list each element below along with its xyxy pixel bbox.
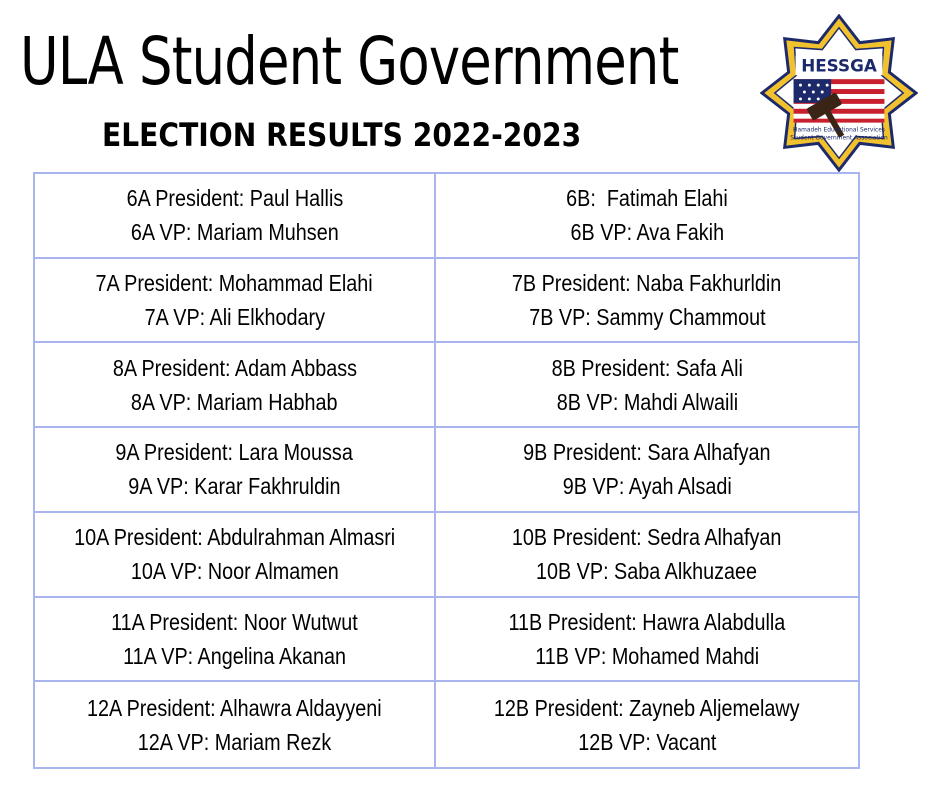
cell-line-president: 9B President: Sara Alhafyan — [523, 439, 771, 466]
result-cell-11a — [35, 598, 436, 683]
cell-line-president: 6A President: Paul Hallis — [126, 185, 343, 212]
result-cell-8a — [35, 343, 436, 428]
cell-line-president: 8A President: Adam Abbass — [112, 354, 357, 381]
result-cell-6b — [436, 174, 858, 259]
cell-line-president: 9A President: Lara Moussa — [115, 439, 354, 466]
result-cell-12a — [35, 682, 436, 767]
result-cell-7b — [436, 259, 858, 344]
cell-line-president: 11A President: Noor Wutwut — [111, 608, 358, 635]
cell-line-vp: 6B VP: Ava Fakih — [570, 219, 724, 246]
cell-line-vp: 8A VP: Mariam Habhab — [131, 388, 338, 415]
result-cell-9b — [436, 428, 858, 513]
cell-line-vp: 12A VP: Mariam Rezk — [137, 728, 332, 755]
cell-line-president: 11B President: Hawra Alabdulla — [508, 608, 786, 635]
logo-line1: Hamadeh Educational Services — [793, 127, 885, 134]
result-cell-12b — [436, 682, 858, 767]
page-subtitle: ELECTION RESULTS 2022-2023 — [102, 116, 582, 154]
cell-line-president: 6B: Fatimah Elahi — [566, 185, 728, 212]
result-cell-8b — [436, 343, 858, 428]
cell-line-president: 12B President: Zayneb Aljemelawy — [494, 694, 800, 721]
cell-line-president: 7B President: Naba Fakhurldin — [512, 270, 782, 297]
hessga-seal-icon — [760, 14, 918, 172]
cell-line-president: 7A President: Mohammad Elahi — [95, 270, 374, 297]
cell-line-vp: 8B VP: Mahdi Alwaili — [556, 388, 738, 415]
results-table — [33, 172, 860, 769]
cell-line-vp: 6A VP: Mariam Muhsen — [130, 219, 339, 246]
cell-line-vp: 10B VP: Saba Alkhuzaee — [536, 558, 758, 585]
cell-line-vp: 7A VP: Ali Elkhodary — [144, 304, 325, 331]
cell-line-vp: 11A VP: Angelina Akanan — [123, 642, 346, 669]
cell-line-president: 12A President: Alhawra Aldayyeni — [87, 694, 382, 721]
result-cell-6a — [35, 174, 436, 259]
result-cell-10b — [436, 513, 858, 598]
cell-line-vp: 10A VP: Noor Almamen — [130, 558, 339, 585]
cell-line-president: 8B President: Safa Ali — [551, 354, 743, 381]
cell-line-president: 10B President: Sedra Alhafyan — [512, 524, 782, 551]
cell-line-president: 10A President: Abdulrahman Almasri — [73, 524, 396, 551]
page-title: ULA Student Government — [20, 23, 679, 100]
logo-line2: Student Government Association — [790, 135, 888, 142]
cell-line-vp: 9B VP: Ayah Alsadi — [562, 473, 732, 500]
result-cell-9a — [35, 428, 436, 513]
cell-line-vp: 9A VP: Karar Fakhruldin — [128, 473, 341, 500]
hessga-logo — [760, 14, 918, 172]
result-cell-7a — [35, 259, 436, 344]
cell-line-vp: 11B VP: Mohamed Mahdi — [535, 642, 759, 669]
result-cell-10a — [35, 513, 436, 598]
cell-line-vp: 7B VP: Sammy Chammout — [528, 304, 766, 331]
result-cell-11b — [436, 598, 858, 683]
logo-name: HESSGA — [801, 55, 877, 76]
cell-line-vp: 12B VP: Vacant — [577, 728, 717, 755]
